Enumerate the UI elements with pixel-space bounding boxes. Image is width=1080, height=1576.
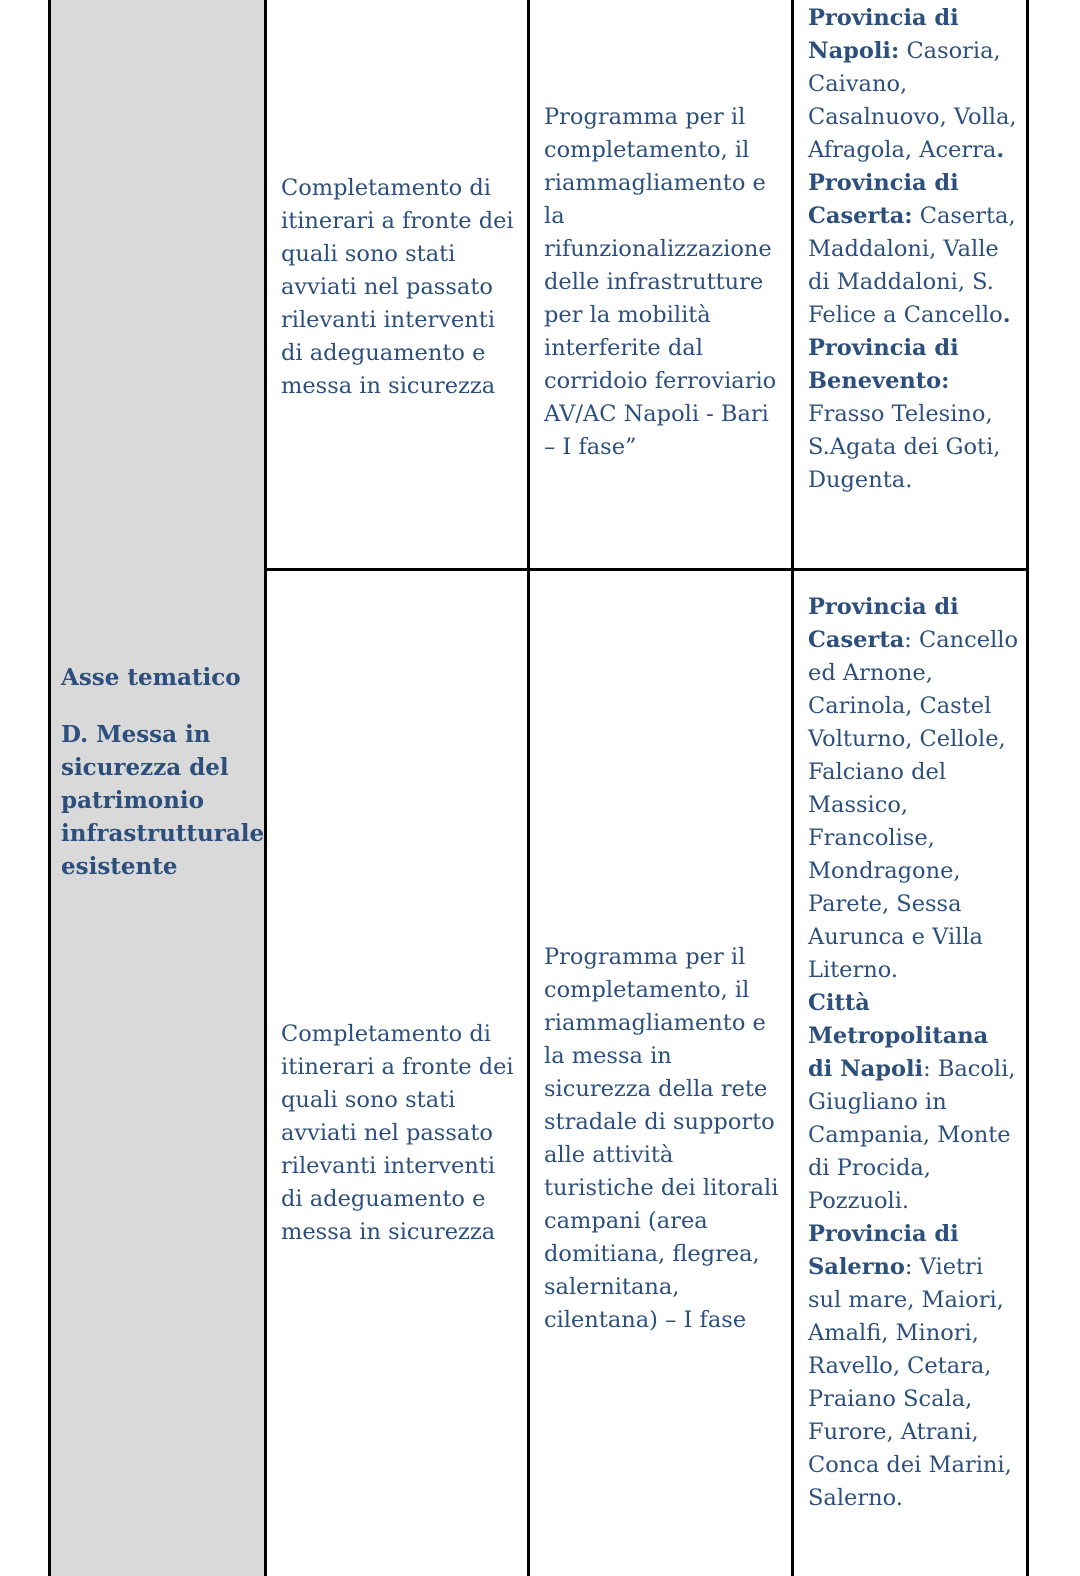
provincia-entry xyxy=(808,332,1020,497)
comuni-list: Frasso Telesino, S.Agata dei Goti, Dugenta. xyxy=(808,401,1001,493)
provincia-entry xyxy=(808,591,1020,987)
comuni-list: : Cancello ed Arnone, Carinola, Castel Volturno, Cellole, Falciano del Massico, Francolise, Mondragone, Parete, Sessa Aurunca e Villa Literno. xyxy=(808,627,1019,983)
intervento-cell xyxy=(267,571,530,1576)
provincia-entry xyxy=(808,987,1020,1218)
asse-name: D. Messa in sicurezza del patrimonio infrastrutturale esistente xyxy=(61,721,265,880)
intervento-text: Completamento di itinerari a fronte dei quali sono stati avviati nel passato rilevanti interventi di adeguamento e messa in sicurezza xyxy=(281,174,514,399)
provincia-entry xyxy=(808,2,1020,167)
provincia-label: Città Metropolitana di Napoli xyxy=(808,990,989,1082)
comuni-cell xyxy=(794,0,1026,568)
comuni-list: Caserta, Maddaloni, Valle di Maddaloni, S. Felice a Cancello xyxy=(808,203,1016,328)
comuni-list: : Vietri sul mare, Maiori, Amalfi, Minori, Ravello, Cetara, Praiano Scala, Furore, Atrani, Conca dei Marini, Salerno. xyxy=(808,1254,1012,1511)
programma-cell xyxy=(530,0,794,568)
provincia-entry xyxy=(808,1218,1020,1515)
provincia-entry xyxy=(808,167,1020,332)
provincia-label: Provincia di Napoli: xyxy=(808,5,959,64)
asse-tematico-cell xyxy=(51,0,267,1576)
table-row xyxy=(267,0,1026,571)
intervento-text: Completamento di itinerari a fronte dei quali sono stati avviati nel passato rilevanti interventi di adeguamento e messa in sicurezza xyxy=(281,1021,514,1245)
comuni-cell xyxy=(794,571,1026,1576)
asse-title: Asse tematico xyxy=(61,664,241,691)
programma-cell xyxy=(530,571,794,1576)
entry-end: . xyxy=(996,137,1005,163)
interventi-table xyxy=(48,0,1029,1576)
provincia-label: Provincia di Salerno xyxy=(808,1221,959,1280)
provincia-label: Provincia di Benevento: xyxy=(808,335,959,394)
provincia-label: Provincia di Caserta xyxy=(808,594,959,653)
programma-text: Programma per il completamento, il riammagliamento e la messa in sicurezza della rete stradale di supporto alle attività turistiche dei litorali campani (area domitiana, flegrea, salernitana, cilentana) – I fase xyxy=(544,943,779,1333)
entry-end: . xyxy=(1002,302,1011,328)
programma-text: Programma per il completamento, il riammagliamento e la rifunzionalizzazione delle infrastrutture per la mobilità interferite dal corridoio ferroviario AV/AC Napoli - Bari – I fase” xyxy=(544,103,777,460)
comuni-list: : Bacoli, Giugliano in Campania, Monte di Procida, Pozzuoli. xyxy=(808,1056,1016,1214)
provincia-label: Provincia di Caserta: xyxy=(808,170,959,229)
table-row xyxy=(267,571,1026,1576)
comuni-list: Casoria, Caivano, Casalnuovo, Volla, Afragola, Acerra xyxy=(808,38,1017,163)
intervento-cell xyxy=(267,0,530,568)
